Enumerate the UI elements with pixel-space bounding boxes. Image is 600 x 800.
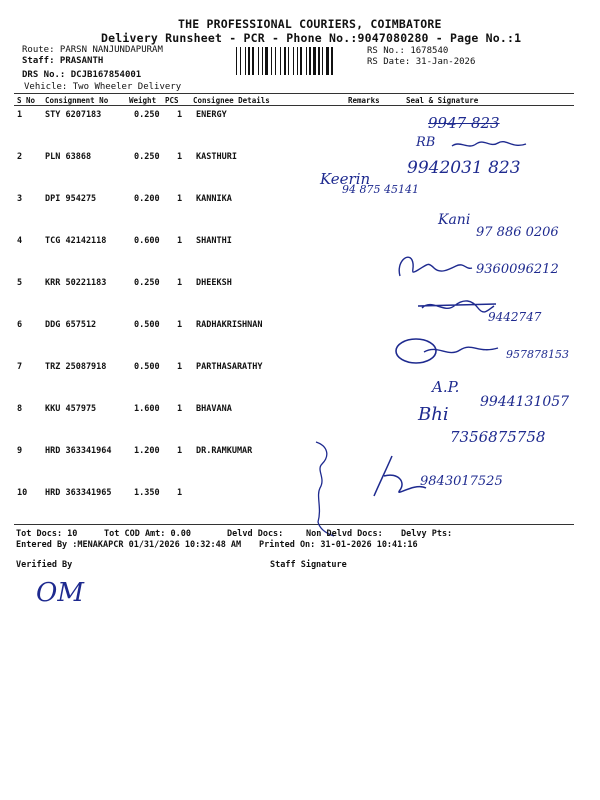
col-consignee: Consignee Details — [193, 96, 270, 105]
row-3-weight: 0.200 — [134, 194, 160, 204]
non-delivered-docs: Non Delvd Docs: — [306, 529, 383, 539]
barcode-icon — [236, 47, 362, 75]
row-5-consignee: DHEEKSH — [196, 278, 232, 288]
row-7-weight: 0.500 — [134, 362, 160, 372]
delivery-points: Delvy Pts: — [401, 529, 453, 539]
col-weight: Weight — [129, 96, 157, 105]
row-9-consignee: DR.RAMKUMAR — [196, 446, 253, 456]
row-1-sno: 1 — [17, 110, 23, 120]
row-5-consignment: KRR 50221183 — [45, 278, 107, 288]
col-sno: S No — [17, 96, 36, 105]
row-1-consignee: ENERGY — [196, 110, 227, 120]
rs-date: RS Date: 31-Jan-2026 — [367, 57, 476, 67]
verified-by-label: Verified By — [16, 560, 73, 570]
row-6-consignee: RADHAKRISHNAN — [196, 320, 263, 330]
handwritten-name: Bhi — [418, 404, 449, 425]
row-2-consignee: KASTHURI — [196, 152, 237, 162]
row-8-weight: 1.600 — [134, 404, 160, 414]
row-9-weight: 1.200 — [134, 446, 160, 456]
row-3-pcs: 1 — [177, 194, 183, 204]
handwritten-name: Kani — [438, 212, 471, 228]
staff-label: Staff: PRASANTH — [22, 56, 104, 66]
rs-number: RS No.: 1678540 — [367, 46, 449, 56]
handwritten-phone: 9944131057 — [480, 394, 570, 410]
row-9-pcs: 1 — [177, 446, 183, 456]
row-10-weight: 1.350 — [134, 488, 160, 498]
row-8-pcs: 1 — [177, 404, 183, 414]
vehicle-label: Vehicle: Two Wheeler Delivery — [24, 82, 182, 92]
row-8-sno: 8 — [17, 404, 23, 414]
handwritten-phone: 7356875758 — [450, 428, 546, 446]
row-6-consignment: DDG 657512 — [45, 320, 97, 330]
row-2-weight: 0.250 — [134, 152, 160, 162]
row-5-sno: 5 — [17, 278, 23, 288]
row-1-consignment: STY 6207183 — [45, 110, 102, 120]
row-3-sno: 3 — [17, 194, 23, 204]
scribble-signature-icon — [450, 138, 530, 152]
row-7-consignee: PARTHASARATHY — [196, 362, 263, 372]
row-10-sno: 10 — [17, 488, 28, 498]
handwritten-name: Keerin — [320, 170, 371, 188]
col-signature: Seal & Signature — [406, 96, 479, 105]
staff-signature-label: Staff Signature — [270, 560, 347, 570]
row-5-pcs: 1 — [177, 278, 183, 288]
row-7-sno: 7 — [17, 362, 23, 372]
route-label: Route: PARSN NANJUNDAPURAM — [22, 45, 163, 55]
runsheet-subtitle: Delivery Runsheet - PCR - Phone No.:9047080280 - Page No.:1 — [101, 31, 522, 45]
col-pcs: PCS — [165, 96, 179, 105]
row-3-consignment: DPI 954275 — [45, 194, 97, 204]
col-consignment: Consignment No — [45, 96, 109, 105]
row-9-consignment: HRD 363341964 — [45, 446, 112, 456]
entered-by: Entered By :MENAKAPCR 01/31/2026 10:32:48 AM — [16, 540, 242, 550]
header-bottom-rule — [14, 105, 574, 106]
handwritten-phone: 94 875 45141 — [342, 183, 419, 196]
row-2-pcs: 1 — [177, 152, 183, 162]
col-remarks: Remarks — [348, 96, 380, 105]
printed-on: Printed On: 31-01-2026 10:41:16 — [259, 540, 418, 550]
drs-number: DRS No.: DCJB167854001 — [22, 70, 142, 80]
row-6-weight: 0.500 — [134, 320, 160, 330]
row-7-consignment: TRZ 25087918 — [45, 362, 107, 372]
signature-loop-icon — [394, 336, 504, 366]
handwritten-phone: 957878153 — [506, 348, 569, 361]
brace-stroke-icon — [312, 438, 338, 538]
row-2-consignment: PLN 63868 — [45, 152, 92, 162]
row-8-consignment: KKU 457975 — [45, 404, 97, 414]
handwritten-phone: 97 886 0206 — [476, 225, 559, 240]
row-4-weight: 0.600 — [134, 236, 160, 246]
handwritten-phone: 9843017525 — [420, 474, 503, 489]
row-3-consignee: KANNIKA — [196, 194, 232, 204]
verified-signature: OM — [36, 578, 84, 608]
row-4-pcs: 1 — [177, 236, 183, 246]
total-docs: Tot Docs: 10 — [16, 529, 78, 539]
handwritten-phone: 9442747 — [488, 310, 542, 324]
signature-mark-icon — [394, 248, 474, 278]
handwritten-note: RB — [416, 135, 436, 150]
handwritten-phone: 9942031 823 — [407, 158, 521, 178]
row-1-pcs: 1 — [177, 110, 183, 120]
row-6-pcs: 1 — [177, 320, 183, 330]
row-6-sno: 6 — [17, 320, 23, 330]
row-4-consignee: SHANTHI — [196, 236, 232, 246]
signature-mark-icon — [418, 296, 496, 316]
row-4-sno: 4 — [17, 236, 23, 246]
row-7-pcs: 1 — [177, 362, 183, 372]
handwritten-note: 9947 823 — [428, 114, 500, 132]
row-10-pcs: 1 — [177, 488, 183, 498]
row-9-sno: 9 — [17, 446, 23, 456]
delivered-docs: Delvd Docs: — [227, 529, 284, 539]
row-2-sno: 2 — [17, 152, 23, 162]
total-cod: Tot COD Amt: 0.00 — [104, 529, 191, 539]
row-10-consignment: HRD 363341965 — [45, 488, 112, 498]
header-top-rule — [14, 93, 574, 94]
row-4-consignment: TCG 42142118 — [45, 236, 107, 246]
row-5-weight: 0.250 — [134, 278, 160, 288]
row-1-weight: 0.250 — [134, 110, 160, 120]
company-title: THE PROFESSIONAL COURIERS, COIMBATORE — [178, 17, 442, 31]
table-bottom-rule — [14, 524, 574, 525]
handwritten-phone: 9360096212 — [476, 262, 559, 277]
row-8-consignee: BHAVANA — [196, 404, 232, 414]
handwritten-initials: A.P. — [432, 378, 460, 396]
